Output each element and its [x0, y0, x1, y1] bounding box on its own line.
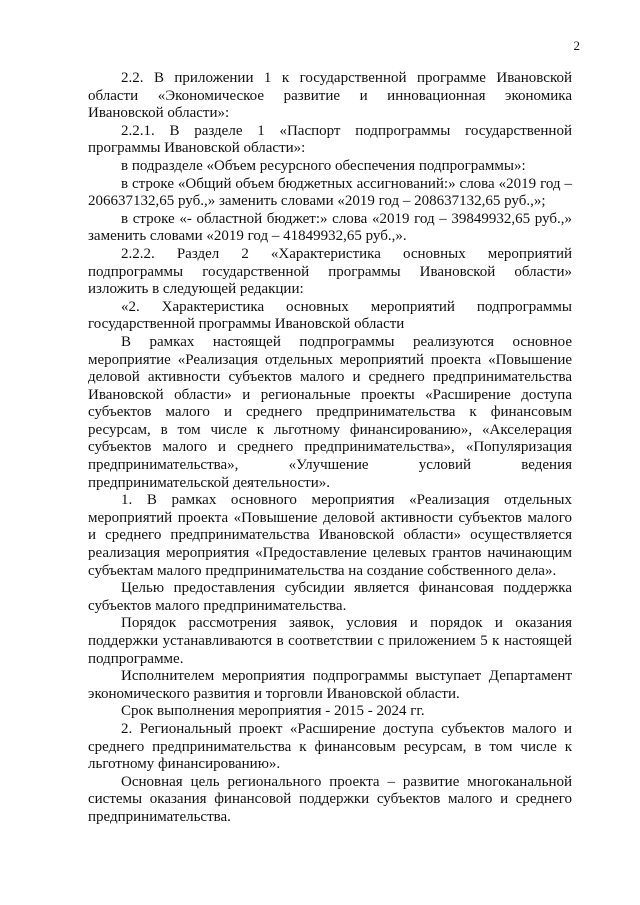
paragraph-goal: Целью предоставления субсидии является финансовая поддержка субъектов малого предпринимательства.	[88, 580, 572, 614]
paragraph-subsection: в подразделе «Объем ресурсного обеспечения подпрограммы»:	[121, 157, 526, 174]
paragraph-2-2-1: 2.2.1. В разделе 1 «Паспорт подпрограммы государственной программы Ивановской области»:	[88, 122, 572, 157]
document-body	[88, 70, 572, 827]
paragraph-term: Срок выполнения мероприятия - 2015 - 2024 гг.	[121, 703, 425, 720]
paragraph-2-2-2: 2.2.2. Раздел 2 «Характеристика основных мероприятий подпрограммы государственной программы Ивановской области» изложить в следующей редакции:	[88, 245, 572, 298]
paragraph-item-2: 2. Региональный проект «Расширение доступа субъектов малого и среднего предпринимательства к финансовым ресурсам, в том числе к льготному финансированию».	[88, 720, 572, 773]
section-heading: «2. Характеристика основных мероприятий подпрограммы государственной программы Ивановской области	[88, 298, 572, 333]
paragraph-2-2: 2.2. В приложении 1 к государственной программе Ивановской области «Экономическое развитие и инновационная экономика Ивановской области»:	[88, 70, 572, 122]
paragraph-procedure: Порядок рассмотрения заявок, условия и порядок и оказания поддержки устанавливаются в соответствии с приложением 5 к настоящей подпрограмме.	[88, 615, 572, 667]
paragraph-regional-budget: в строке «- областной бюджет:» слова «2019 год – 39849932,65 руб.,» заменить словами «2019 год – 41849932,65 руб.,».	[88, 210, 572, 245]
paragraph-executor: Исполнителем мероприятия подпрограммы выступает Департамент экономического развития и торговли Ивановской области.	[88, 668, 572, 702]
paragraph-overview: В рамках настоящей подпрограммы реализуются основное мероприятие «Реализация отдельных мероприятий проекта «Повышение деловой активности субъектов малого и среднего предпринимательства Ивановской области» и региональные проекты «Расширение доступа субъектов малого и среднего предпринимательства к финансовым ресурсам, в том числе к льготному финансированию», «Акселерация субъектов малого и среднего предпринимательства», «Популяризация предпринимательства», «Улучшение условий ведения предпринимательской деятельности».	[88, 333, 572, 491]
paragraph-item-1: 1. В рамках основного мероприятия «Реализация отдельных мероприятий проекта «Повышение деловой активности субъектов малого и среднего предпринимательства Ивановской области» осуществляется реализация мероприятия «Предоставление целевых грантов начинающим субъектам малого предпринимательства на создание собственного дела».	[88, 492, 572, 579]
page-number: 2	[573, 38, 580, 53]
paragraph-total-budget: в строке «Общий объем бюджетных ассигнований:» слова «2019 год – 206637132,65 руб.,» заменить словами «2019 год – 208637132,65 руб.,»;	[88, 175, 572, 210]
paragraph-main-goal: Основная цель регионального проекта – развитие многоканальной системы оказания финансовой поддержки субъектов малого и среднего предпринимательства.	[88, 773, 572, 825]
